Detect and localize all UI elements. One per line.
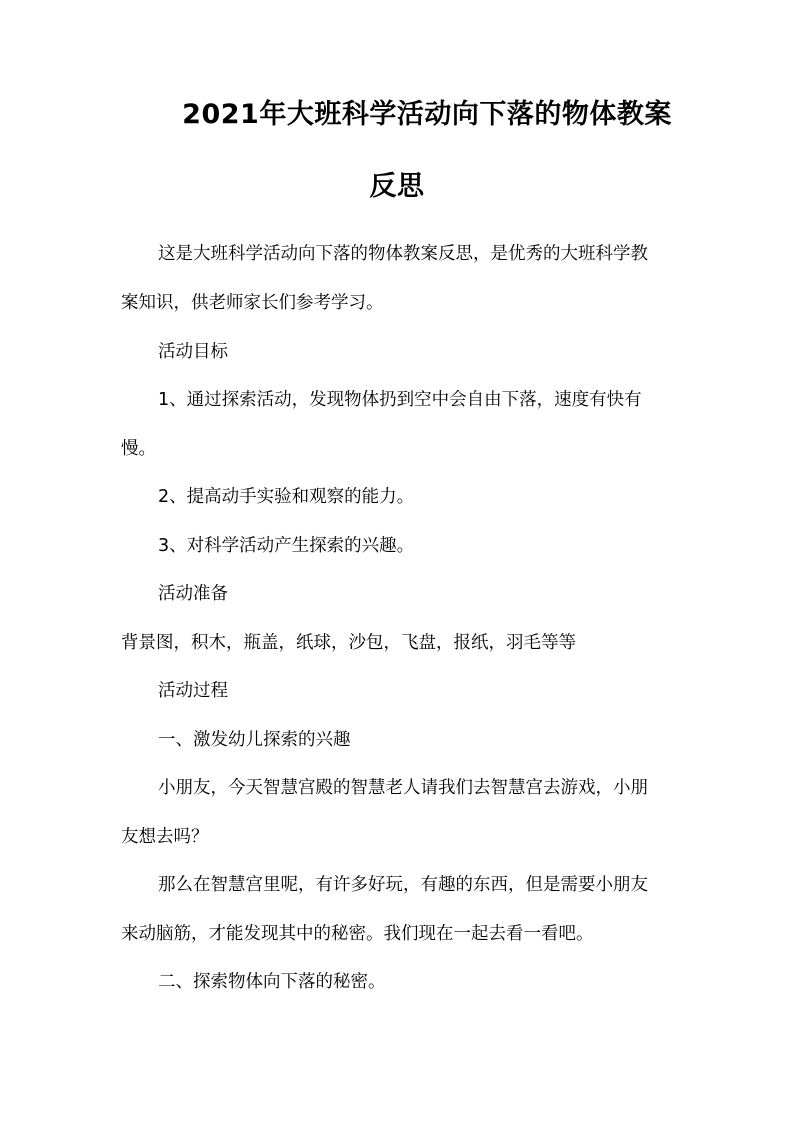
- goal-item-1-line-1: 1、通过探索活动，发现物体扔到空中会自由下落，速度有快有: [158, 390, 642, 410]
- goal-item-3: 3、对科学活动产生探索的兴趣。: [158, 536, 415, 556]
- section-heading-goals: 活动目标: [158, 342, 228, 362]
- process-paragraph-2-line-1: 那么在智慧宫里呢，有许多好玩，有趣的东西，但是需要小朋友: [158, 875, 648, 895]
- document-title-line-1: 2021年大班科学活动向下落的物体教案: [182, 99, 672, 130]
- intro-paragraph-line-1: 这是大班科学活动向下落的物体教案反思，是优秀的大班科学教: [158, 244, 648, 264]
- intro-paragraph-line-2: 案知识，供老师家长们参考学习。: [121, 293, 384, 313]
- process-paragraph-1-line-2: 友想去吗？: [121, 827, 209, 847]
- section-heading-process: 活动过程: [158, 681, 228, 701]
- preparation-materials: 背景图，积木，瓶盖，纸球，沙包，飞盘，报纸，羽毛等等: [121, 633, 576, 653]
- process-paragraph-2-line-2: 来动脑筋，才能发现其中的秘密。我们现在一起去看一看吧。: [121, 924, 594, 944]
- goal-item-1-line-2: 慢。: [121, 439, 156, 459]
- section-heading-preparation: 活动准备: [158, 584, 228, 604]
- goal-item-2: 2、提高动手实验和观察的能力。: [158, 487, 415, 507]
- process-step-2-heading: 二、探索物体向下落的秘密。: [158, 972, 386, 992]
- process-step-1-heading: 一、激发幼儿探索的兴趣: [158, 730, 351, 750]
- process-paragraph-1-line-1: 小朋友，今天智慧宫殿的智慧老人请我们去智慧宫去游戏，小朋: [158, 778, 648, 798]
- document-title-line-2: 反思: [369, 171, 425, 202]
